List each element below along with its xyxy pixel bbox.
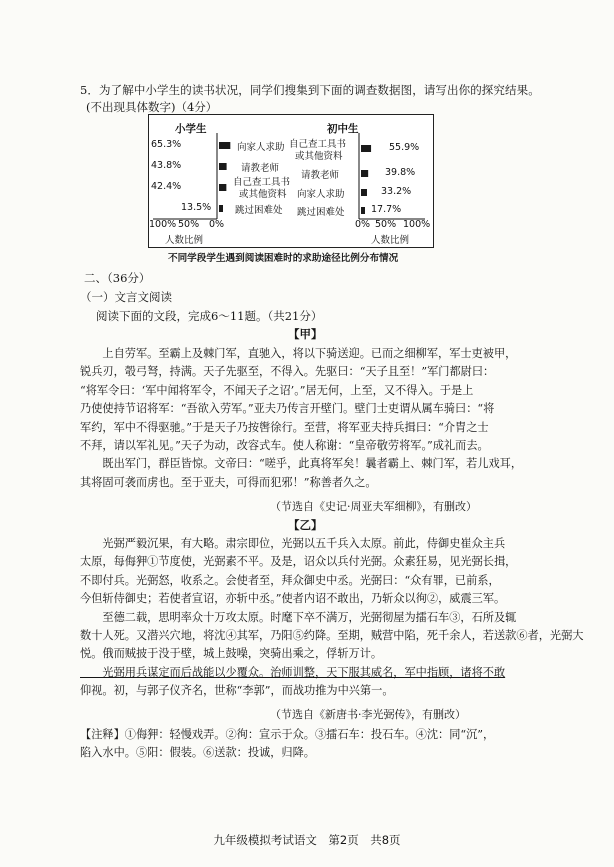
middle-category-label: 请教老师 xyxy=(301,170,340,181)
middle-bar xyxy=(361,189,367,196)
passage-line: 其将固可袭而虏也。至于亚夫，可得而犯邪！”称善者久之。 xyxy=(80,475,377,489)
primary-xlabel: 人数比例 xyxy=(165,235,204,246)
passage-line: 光弼严毅沉果，有大略。肃宗即位，光弼以五千兵入太原。前此，侍御史崔众主兵 xyxy=(80,537,506,550)
chart-bars xyxy=(149,115,433,247)
middle-xtick: 0% xyxy=(355,219,371,230)
passage-line: “将军令曰：‘军中闻将军令，不闻天子之诏’。”居无何，上至，又不得入。于是上 xyxy=(80,383,474,397)
primary-category-label: 自己查工具书 xyxy=(233,177,291,188)
passage-line: 至德二载，思明率众十万攻太原。时麾下卒不满万，光弼彻屋为擂石车③，石所及辄 xyxy=(80,610,517,624)
passage-line: 数十人死。又潜兴穴地，将沈④其军，乃阳⑤约降。至期，贼营中陷，死千余人，若送款⑥者，光弼大 xyxy=(80,629,584,643)
passage-line: 乃使使持节诏将军：“吾欲入劳军。”亚夫乃传言开壁门。壁门士吏谓从属车骑曰：“将 xyxy=(80,402,495,416)
annotation-line: 【注释】①侮狎：轻慢戏弄。②徇：宣示于众。③擂石车：投石车。④沈：同“沉”， xyxy=(80,728,495,741)
middle-category-label: 向家人求助 xyxy=(297,189,345,200)
primary-category-label: 或其他资料 xyxy=(239,189,287,200)
passage-line: 不拜，请以军礼见。”天子为动，改容式车。使人称谢：“皇帝敬劳将军。”成礼而去。 xyxy=(80,439,489,453)
passage-line: 军约，军中不得驱驰。”于是天子乃按辔徐行。至营，将军亚夫持兵揖曰：“介胄之士 xyxy=(80,420,489,434)
middle-bar xyxy=(361,170,368,177)
primary-value-label: 13.5% xyxy=(181,202,212,213)
passage-line: 不即付兵。光弼怒，收系之。会使者至，拜众御史中丞。光弼曰：“众有罪，已前系， xyxy=(80,573,500,587)
primary-chart-title: 小学生 xyxy=(175,123,207,135)
section-2-heading: 二、（36分） xyxy=(84,271,151,285)
annotation-line: 陷入水中。⑤阳：假装。⑥送款：投诚，归降。 xyxy=(80,746,315,760)
chart-caption: 不同学段学生遇到阅读困难时的求助途径比例分布情况 xyxy=(168,253,399,264)
primary-xtick: 0% xyxy=(209,219,225,230)
middle-value-label: 39.8% xyxy=(385,167,416,178)
middle-bar xyxy=(361,207,365,214)
passage-jia-source: （节选自《史记·周亚夫军细柳》，有删改） xyxy=(270,500,477,513)
passage-line: 锐兵刃，彀弓弩，持满。天子先驱至，不得入。先驱曰：“天子且至！”军门都尉曰： xyxy=(80,365,495,379)
middle-xtick: 100% xyxy=(403,219,431,230)
middle-category-label: 跳过困难处 xyxy=(297,207,345,218)
passage-yi xyxy=(80,535,584,701)
primary-value-label: 43.8% xyxy=(151,160,182,171)
middle-value-label: 55.9% xyxy=(389,142,420,153)
question-5-line2: (不出现具体数字)（4分） xyxy=(86,100,218,114)
passage-yi-source: （节选自《新唐书·李光弼传》，有删改） xyxy=(270,708,466,721)
question-5-line1: 5．为了解中小学生的读书状况，同学们搜集到下面的调查数据图，请写出你的探究结果。 xyxy=(80,83,540,97)
primary-category-label: 跳过困难处 xyxy=(235,205,283,216)
annotations xyxy=(80,726,538,763)
middle-bar xyxy=(361,145,371,152)
primary-value-label: 42.4% xyxy=(151,181,182,192)
passage-line: 上自劳军。至霸上及棘门军，直驰入，将以下骑送迎。已而之细柳军，军士吏被甲， xyxy=(80,347,517,360)
passage-line: 仰视。初，与郭子仪齐名，世称“李郭”，而战功推为中兴第一。 xyxy=(80,684,394,698)
underlined-sentence-line: 光弼用兵谋定而后战能以少覆众。治师训整，天下服其威名，军中指顾，诸将不敢 xyxy=(80,665,506,679)
primary-xtick: 100% xyxy=(149,219,177,230)
middle-chart-title: 初中生 xyxy=(327,123,359,135)
middle-value-label: 33.2% xyxy=(381,186,412,197)
primary-bar xyxy=(219,184,226,191)
passage-line: 既出军门，群臣皆惊。文帝曰：“嗟乎，此真将军矣！曩者霸上、棘门军，若儿戏耳， xyxy=(80,457,523,471)
middle-xtick: 50% xyxy=(375,219,397,230)
middle-xlabel: 人数比例 xyxy=(371,235,410,246)
survey-chart xyxy=(148,114,434,248)
middle-category-label: 或其他资料 xyxy=(295,151,343,162)
passage-jia-heading: 【甲】 xyxy=(288,327,323,341)
middle-category-label: 自己查工具书 xyxy=(289,139,347,150)
primary-category-label: 请教老师 xyxy=(241,163,280,174)
primary-value-label: 65.3% xyxy=(151,139,182,150)
primary-category-label: 向家人求助 xyxy=(237,142,285,153)
reading-instructions: 阅读下面的文段，完成6～11题。（共21分） xyxy=(96,309,323,323)
passage-jia xyxy=(80,345,538,492)
primary-xtick: 50% xyxy=(178,219,200,230)
passage-line: 太原，每侮狎①节度使，光弼素不平。及是，诏众以兵付光弼。众素狂易，见光弼长揖， xyxy=(80,555,517,569)
primary-bar xyxy=(219,163,227,170)
middle-value-label: 17.7% xyxy=(371,204,402,215)
passage-line: 今但斩侍御史；若使者宣诏，亦斩中丞。”使者内诏不敢出，乃斩众以徇②，威震三军。 xyxy=(80,592,506,606)
passage-yi-heading: 【乙】 xyxy=(288,518,323,532)
passage-line: 悦。俄而贼披于没于壁，城上鼓噪，突骑出乘之，俘斩万计。 xyxy=(80,647,383,661)
primary-bar xyxy=(219,142,230,149)
subsection-heading: （一）文言文阅读 xyxy=(80,290,172,304)
page-footer: 九年级模拟考试语文 第2页 共8页 xyxy=(213,833,401,847)
primary-bar xyxy=(219,205,223,212)
